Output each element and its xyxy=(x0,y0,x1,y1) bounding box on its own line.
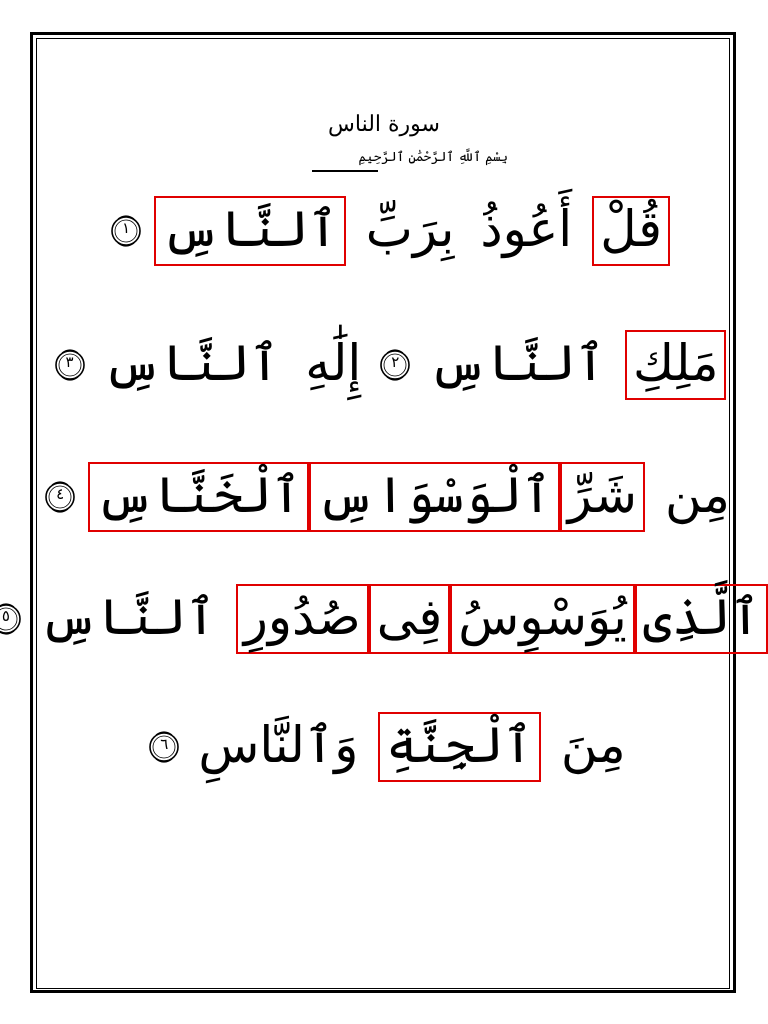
verse-line-1 xyxy=(0,196,768,266)
ayah-marker-icon xyxy=(0,601,24,637)
ayah-marker-icon xyxy=(42,479,78,515)
word: إِلَٰهِ xyxy=(305,334,362,392)
word-highlighted[interactable]: صُدُورِ xyxy=(236,584,369,654)
basmala-text: بِسْمِ ٱللَّهِ ٱلرَّحْمَٰنِ ٱلرَّحِيمِ xyxy=(358,150,508,165)
surah-title: سورة الناس xyxy=(328,112,440,137)
ayah-number: ٣ xyxy=(65,353,74,371)
ayah-marker-icon xyxy=(146,729,182,765)
word: أَعُوذُ xyxy=(480,200,573,258)
word-highlighted[interactable]: قُلْ xyxy=(592,196,670,266)
ayah-number: ٢ xyxy=(391,353,400,371)
ayah-number: ٤ xyxy=(56,485,65,503)
ayah-marker-icon xyxy=(377,347,413,383)
basmala-stroke xyxy=(312,170,378,172)
word: مِنَ xyxy=(560,716,626,774)
word-highlighted[interactable]: ٱلْجِنَّةِ xyxy=(378,712,540,782)
word: وَٱلنَّاسِ xyxy=(198,716,359,774)
word: ٱلنَّاسِ xyxy=(429,334,605,392)
word: ٱلنَّاسِ xyxy=(39,588,216,646)
word: ٱلنَّاسِ xyxy=(103,334,280,392)
verse-line-2 xyxy=(0,330,768,400)
word-highlighted[interactable]: مَلِكِ xyxy=(625,330,726,400)
word-highlighted[interactable]: ٱلَّذِى xyxy=(635,584,768,654)
word-highlighted[interactable]: ٱلْوَسْوَاسِ xyxy=(309,462,559,532)
ayah-number: ١ xyxy=(121,219,131,237)
ayah-marker-icon xyxy=(52,347,88,383)
word-highlighted[interactable]: شَرِّ xyxy=(560,462,645,532)
word-highlighted[interactable]: فِى xyxy=(369,584,451,654)
word: بِرَبِّ xyxy=(365,200,455,258)
ayah-number: ٥ xyxy=(1,607,10,625)
verse-line-4 xyxy=(0,584,768,654)
ayah-number: ٦ xyxy=(160,735,169,753)
ayah-marker-icon xyxy=(108,213,144,249)
word-highlighted[interactable]: ٱلْخَنَّاسِ xyxy=(88,462,309,532)
verse-line-3 xyxy=(0,462,768,532)
word-highlighted[interactable]: يُوَسْوِسُ xyxy=(450,584,635,654)
word-highlighted[interactable]: ٱلنَّاسِ xyxy=(154,196,346,266)
verse-line-5 xyxy=(0,712,768,782)
basmala xyxy=(268,148,508,178)
word: مِن xyxy=(665,466,730,524)
